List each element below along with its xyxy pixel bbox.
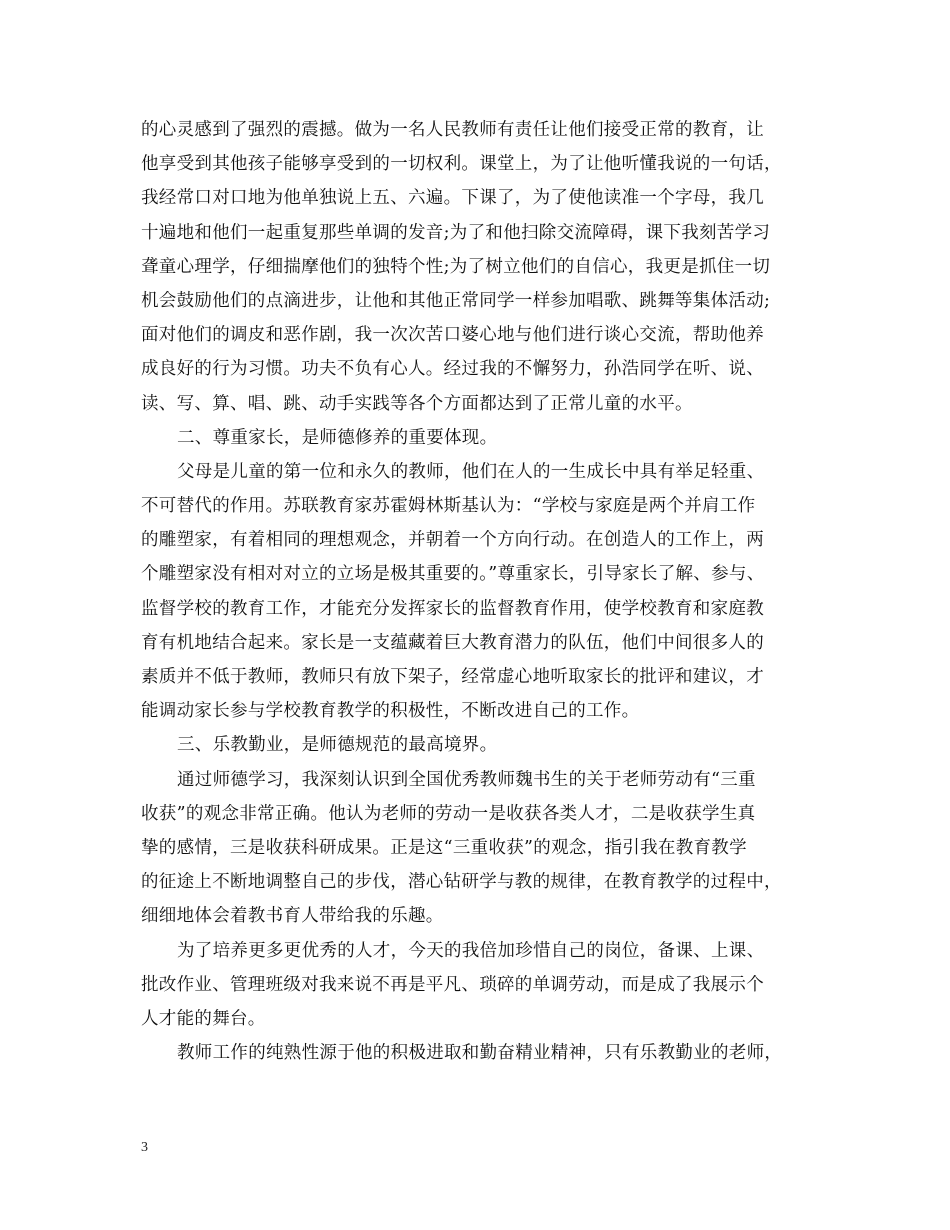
text-line: 批改作业、管理班级对我来说不再是平凡、琐碎的单调劳动，而是成了我展示个 xyxy=(141,974,764,995)
text-line: 读、写、算、唱、跳、动手实践等各个方面都达到了正常儿童的水平。 xyxy=(141,393,693,414)
text-line: 的雕塑家，有着相同的理想观念，并朝着一个方向行动。在创造人的工作上，两 xyxy=(141,530,764,551)
text-line: 他享受到其他孩子能够享受到的一切权利。课堂上，为了让他听懂我说的一句话， xyxy=(141,154,782,175)
text-line: 聋童心理学，仔细揣摩他们的独特个性;为了树立他们的自信心，我更是抓住一切 xyxy=(141,256,771,277)
text-line: 为了培养更多更优秀的人才，今天的我倍加珍惜自己的岗位，备课、上课、 xyxy=(177,940,765,961)
body-text xyxy=(141,113,821,1070)
text-line: 的心灵感到了强烈的震撼。做为一名人民教师有责任让他们接受正常的教育，让 xyxy=(141,120,764,140)
text-line: 面对他们的调皮和恶作剧，我一次次苦口婆心地与他们进行谈心交流，帮助他养 xyxy=(141,325,764,346)
text-line: 能调动家长参与学校教育教学的积极性，不断改进自己的工作。 xyxy=(141,701,640,722)
text-line: 挚的感情，三是收获科研成果。正是这“三重收获”的观念，指引我在教育教学 xyxy=(141,837,747,858)
text-line: 三、乐教勤业，是师德规范的最高境界。 xyxy=(177,735,498,756)
text-line: 不可替代的作用。苏联教育家苏霍姆林斯基认为：“学校与家庭是两个并肩工作 xyxy=(141,496,756,517)
text-line: 我经常口对口地为他单独说上五、六遍。下课了，为了使他读准一个字母，我几 xyxy=(141,188,764,209)
text-line: 通过师德学习，我深刻认识到全国优秀教师魏书生的关于老师劳动有“三重 xyxy=(177,769,756,790)
text-line: 个雕塑家没有相对对立的立场是极其重要的。”尊重家长，引导家长了解、参与、 xyxy=(141,564,765,585)
text-line: 监督学校的教育工作，才能充分发挥家长的监督教育作用，使学校教育和家庭教 xyxy=(141,598,764,619)
text-line: 收获”的观念非常正确。他认为老师的劳动一是收获各类人才，二是收获学生真 xyxy=(141,803,756,824)
text-line: 素质并不低于教师，教师只有放下架子，经常虚心地听取家长的批评和建议，才 xyxy=(141,667,764,687)
text-line: 机会鼓励他们的点滴进步，让他和其他正常同学一样参加唱歌、跳舞等集体活动; xyxy=(141,290,771,311)
text-line: 父母是儿童的第一位和永久的教师，他们在人的一生成长中具有举足轻重、 xyxy=(177,461,765,482)
text-line: 教师工作的纯熟性源于他的积极进取和勤奋精业精神，只有乐教勤业的老师， xyxy=(177,1043,783,1064)
text-line: 细细地体会着教书育人带给我的乐趣。 xyxy=(141,906,444,927)
page-number: 3 xyxy=(141,1140,148,1155)
text-line: 的征途上不断地调整自己的步伐，潜心钻研学与教的规律，在教育教学的过程中， xyxy=(141,872,782,893)
text-line: 成良好的行为习惯。功夫不负有心人。经过我的不懈努力，孙浩同学在听、说、 xyxy=(141,359,764,380)
text-line: 二、尊重家长，是师德修养的重要体现。 xyxy=(177,427,498,448)
text-line: 育有机地结合起来。家长是一支蕴藏着巨大教育潜力的队伍，他们中间很多人的 xyxy=(141,632,764,653)
text-line: 人才能的舞台。 xyxy=(141,1008,266,1029)
text-line: 十遍地和他们一起重复那些单调的发音;为了和他扫除交流障碍，课下我刻苦学习 xyxy=(141,222,771,243)
